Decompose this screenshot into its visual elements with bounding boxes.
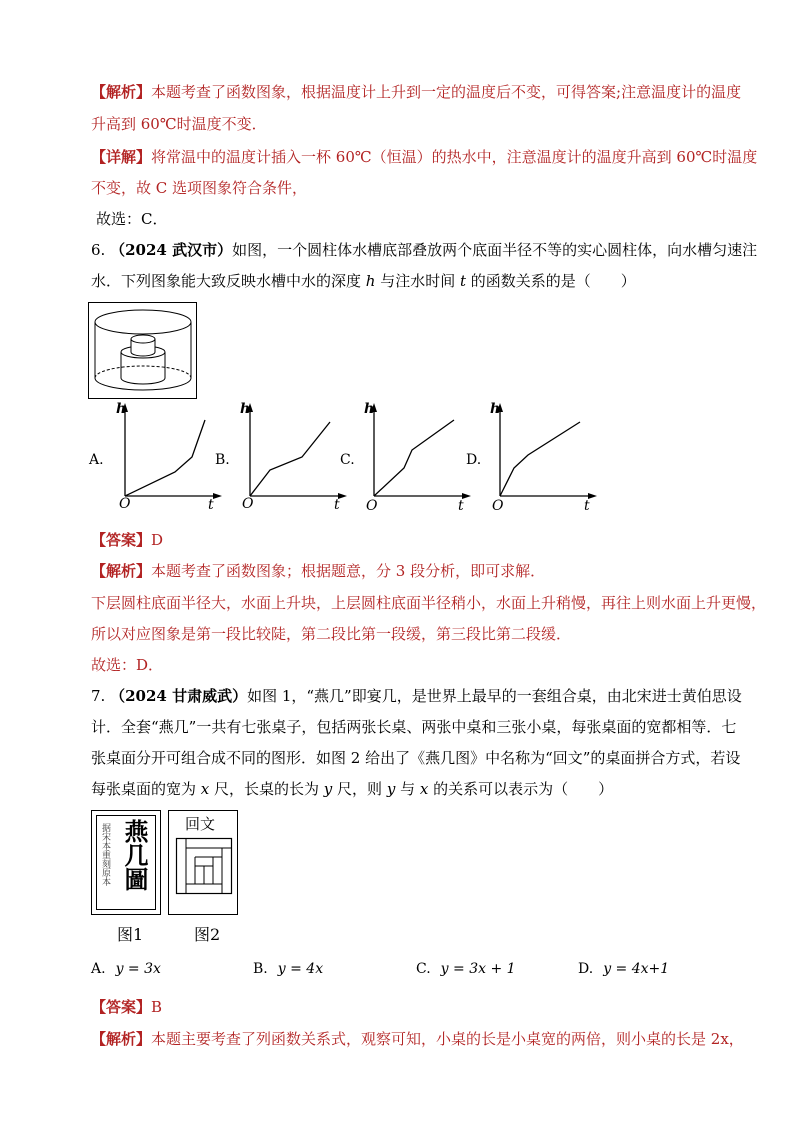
graph-a-ylabel: h bbox=[116, 401, 127, 417]
analysis-line-1: 【解析】本题考查了函数图象，根据温度计上升到一定的温度后不变，可得答案;注意温度计的温度 bbox=[91, 83, 742, 101]
q7-line-4: 每张桌面的宽为 x 尺，长桌的长为 y 尺，则 y 与 x 的关系可以表示为（ ） bbox=[91, 780, 614, 798]
choose-line-1: 故选：C． bbox=[96, 210, 168, 228]
option-a[interactable]: A. y = 3x bbox=[91, 961, 161, 977]
q7-analysis: 【解析】本题主要考查了列函数关系式，观察可知，小桌的长是小桌宽的两倍，则小桌的长是 2x， bbox=[91, 1030, 744, 1048]
q7-answer: 【答案】B bbox=[91, 998, 163, 1016]
q6-line-2: 水．下列图象能大致反映水槽中水的深度 h 与注水时间 t 的函数关系的是（ ） bbox=[91, 272, 636, 290]
q7-line-2: 计．全套“燕几”一共有七张桌子，包括两张长桌、两张中桌和三张小桌，每张桌面的宽都相等．七 bbox=[91, 718, 737, 736]
graph-option-a: A. bbox=[89, 452, 104, 468]
graph-b-ylabel: h bbox=[240, 401, 251, 417]
q6-line-1: 6. （2024 武汉市）如图，一个圆柱体水槽底部叠放两个底面半径不等的实心圆柱体，向水槽匀速注 bbox=[91, 241, 758, 259]
figure-1-caption: 图1 bbox=[117, 925, 144, 944]
figure-2-table-layout bbox=[176, 838, 232, 894]
q6-choose: 故选：D． bbox=[91, 656, 164, 674]
graph-option-c: C. bbox=[340, 452, 355, 468]
q6-explain-1: 下层圆柱底面半径大，水面上升块，上层圆柱底面半径稍小，水面上升稍慢，再往上则水面上升更慢， bbox=[91, 594, 767, 612]
graph-b-xlabel: t bbox=[334, 497, 340, 513]
detail-line-2: 不变，故 C 选项图象符合条件， bbox=[91, 179, 308, 197]
graph-c-ylabel: h bbox=[364, 401, 375, 417]
figure-1-title: 燕几圖 bbox=[120, 819, 149, 891]
graph-b-origin: O bbox=[242, 496, 254, 512]
graph-option-b: B. bbox=[215, 452, 230, 468]
q7-line-1: 7. （2024 甘肃威武）如图 1，“燕几”即宴几，是世界上最早的一套组合桌，由北宋进士黄伯思设 bbox=[91, 687, 742, 705]
graph-d-origin: O bbox=[492, 498, 504, 514]
cylinder-tank-figure bbox=[88, 302, 198, 400]
graph-c-origin: O bbox=[366, 498, 378, 514]
graph-c-xlabel: t bbox=[458, 498, 464, 514]
q7-line-3: 张桌面分开可组合成不同的图形．如图 2 给出了《燕几图》中名称为“回文”的桌面拼合方式，若设 bbox=[91, 749, 741, 767]
figure-1-small-text: 据宋本重刻原本 bbox=[100, 823, 110, 886]
q6-answer: 【答案】D bbox=[91, 531, 164, 549]
graph-a-origin: O bbox=[119, 496, 131, 512]
q6-explain-2: 所以对应图象是第一段比较陡，第二段比第一段缓，第三段比第二段缓． bbox=[91, 625, 572, 643]
option-c[interactable]: C. y = 3x + 1 bbox=[416, 961, 516, 977]
graph-d-xlabel: t bbox=[584, 498, 590, 514]
figure-2-title: 回文 bbox=[185, 815, 216, 833]
q6-analysis: 【解析】本题考查了函数图象；根据题意，分 3 段分析，即可求解． bbox=[91, 562, 546, 580]
graph-d-ylabel: h bbox=[490, 401, 501, 417]
analysis-line-2: 升高到 60℃时温度不变． bbox=[91, 115, 267, 133]
option-b[interactable]: B. y = 4x bbox=[253, 961, 324, 977]
graph-a-xlabel: t bbox=[208, 497, 214, 513]
figure-1-yanji-book bbox=[91, 810, 161, 915]
detail-line-1: 【详解】将常温中的温度计插入一杯 60℃（恒温）的热水中，注意温度计的温度升高到 60℃时温度 bbox=[91, 148, 758, 166]
graph-option-d: D. bbox=[466, 452, 482, 468]
figure-2-caption: 图2 bbox=[194, 925, 221, 944]
option-d[interactable]: D. y = 4x+1 bbox=[578, 961, 670, 977]
